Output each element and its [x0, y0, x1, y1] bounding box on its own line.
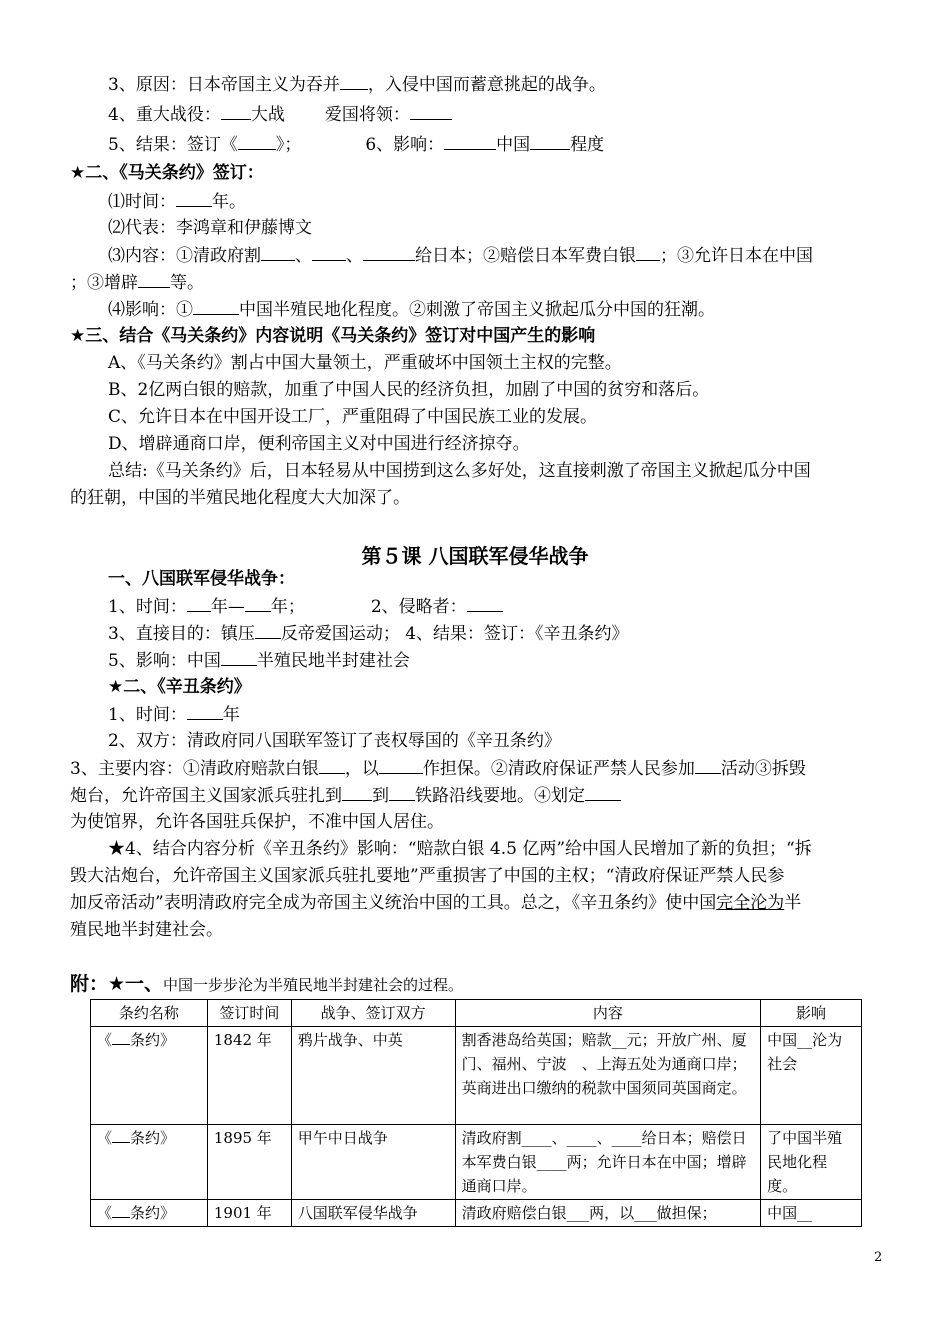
- result-line: [108, 133, 604, 156]
- appendix-caption: 中国一步步沦为半殖民地半封建社会的过程。: [163, 976, 464, 994]
- impact-cell: 中国__沦为社会: [761, 1027, 862, 1125]
- parties-cell: 八国联军侵华战争: [291, 1200, 455, 1227]
- impact-text: 中国半殖民地化程度。②刺激了帝国主义掀起瓜分中国的狂潮。: [239, 300, 715, 320]
- impact-label: 6、影响：: [365, 135, 445, 155]
- point-b: B、2亿两白银的赔款，加重了中国人民的经济负担，加剧了中国的贫穷和落后。: [108, 380, 710, 400]
- lesson-title: 第５课 八国联军侵华战争: [361, 544, 589, 568]
- war-impact-line: [108, 649, 410, 672]
- impact-text: 半殖民地半封建社会: [256, 651, 410, 671]
- battle-label: 4、重大战役：: [108, 105, 221, 125]
- parties-cell: 鸦片战争、中英: [291, 1027, 455, 1125]
- sep: 、: [346, 246, 363, 266]
- analysis-2: 毁大沽炮台，允许帝国主义国家派兵驻扎要地”严重损害了中国的主权；“清政府保证严禁人民参: [70, 866, 785, 886]
- blank: [112, 1202, 130, 1218]
- xinchou-content-1: [70, 757, 806, 780]
- impact-label: ⑷影响：①: [108, 300, 193, 320]
- treaty-name: 《: [97, 1031, 113, 1049]
- table-row: [91, 1200, 862, 1227]
- underlined-phrase: 完全沦为: [716, 893, 785, 913]
- treaty-name: 《: [97, 1204, 113, 1222]
- treaty-name-2: 条约》: [130, 1031, 176, 1049]
- blank: [221, 103, 251, 120]
- impact-cell: 中国__: [761, 1200, 862, 1227]
- treaty-name-2: 条约》: [130, 1204, 176, 1222]
- summary-2: 的狂朝，中国的半殖民地化程度大大加深了。: [70, 488, 410, 508]
- blank: [585, 784, 621, 801]
- blank: [636, 244, 660, 261]
- analysis-1: ★4、结合内容分析《辛丑条约》影响：“赔款白银 4.5 亿两”给中国人民增加了新的负担；“拆: [108, 839, 812, 859]
- xinchou-content-2: [70, 784, 621, 807]
- table-row: [91, 1125, 862, 1200]
- blank: [340, 73, 368, 90]
- general-label: 爱国将领：: [324, 105, 410, 125]
- result-text: 》；: [275, 135, 302, 155]
- point-a: A、《马关条约》割占中国大量领土，严重破坏中国领土主权的完整。: [108, 353, 622, 373]
- blank: [319, 757, 345, 774]
- header-cell: 战争、签订双方: [291, 1000, 455, 1027]
- maguan-delegates: ⑵代表：李鸿章和伊藤博文: [108, 218, 312, 238]
- analysis-text: 加反帝活动”表明清政府完全成为帝国主义统治中国的工具。总之，《辛丑条约》使中国: [70, 893, 717, 913]
- analysis-3: [70, 892, 801, 914]
- content-text-3: 铁路沿线要地。④划定: [415, 786, 585, 806]
- content-text-5: 等。: [170, 273, 204, 293]
- blank: [467, 595, 503, 612]
- blank: [176, 190, 212, 207]
- content-cell: 清政府割____、____、____给日本；赔偿日本军费白银____两；允许日本在中国；增辟通商口岸。: [455, 1125, 761, 1200]
- content-cell: 割香港岛给英国；赔款__元；开放广州、厦门、福州、宁波 、上海五处为通商口岸；英商进出口缴纳的税款中国须同英国商定。: [455, 1027, 761, 1125]
- battle-line: [108, 103, 452, 126]
- goal-text: 反帝爱国运动； 4、结果：签订：《辛丑条约》: [280, 624, 629, 644]
- treaty-table: [90, 999, 862, 1227]
- time-cell: 1842 年: [207, 1027, 291, 1125]
- time-label: 1、时间：: [108, 597, 187, 617]
- time-cell: 1895 年: [207, 1125, 291, 1200]
- war-goal-line: [108, 622, 629, 645]
- content-text: 3、主要内容：①清政府赔款白银: [70, 759, 319, 779]
- blank: [410, 103, 452, 120]
- header-cell: 签订时间: [207, 1000, 291, 1027]
- appendix-label: 附：★一、: [70, 973, 164, 995]
- page-number: 2: [874, 1250, 883, 1265]
- analysis-text-2: 半: [784, 893, 802, 913]
- maguan-content-cont: [70, 271, 204, 294]
- blank: [312, 244, 346, 261]
- treaty-name-cell: [91, 1200, 208, 1227]
- parties-cell: 甲午中日战争: [291, 1125, 455, 1200]
- blank: [187, 595, 211, 612]
- header-cell: 条约名称: [91, 1000, 208, 1027]
- maguan-time: [108, 190, 246, 213]
- war-time-line: [108, 595, 503, 618]
- blank: [112, 1029, 130, 1045]
- maguan-impact: [108, 298, 715, 321]
- year-suffix: 年: [222, 705, 240, 725]
- point-c: C、允许日本在中国开设工厂，严重阻碍了中国民族工业的发展。: [108, 407, 598, 427]
- time-cell: 1901 年: [207, 1200, 291, 1227]
- blank: [342, 784, 372, 801]
- blank: [193, 298, 239, 315]
- battle-text: 大战: [250, 105, 285, 125]
- impact-text-2: 程度: [570, 135, 605, 155]
- content-text: 炮台，允许帝国主义国家派兵驻扎到: [70, 786, 342, 806]
- content-text: ⑶内容：①清政府割: [108, 246, 261, 266]
- content-text-4: ；③增辟: [70, 273, 138, 293]
- blank: [444, 133, 496, 150]
- impact-cell: 了中国半殖民地化程度。: [761, 1125, 862, 1200]
- blank: [389, 784, 415, 801]
- content-text-3: 作担保。②清政府保证严禁人民参加: [422, 759, 695, 779]
- cause-text: 3、原因：日本帝国主义为吞并: [108, 75, 340, 95]
- content-text-3: ；③允许日本在中国: [660, 246, 813, 266]
- blank: [238, 133, 276, 150]
- year-text: 年—: [210, 597, 245, 617]
- blank: [221, 649, 257, 666]
- table-header-row: [91, 1000, 862, 1027]
- content-text-2: ，以: [344, 759, 379, 779]
- treaty-name-cell: [91, 1125, 208, 1200]
- time-label: ⑴时间：: [108, 192, 176, 212]
- blank: [245, 595, 271, 612]
- summary-1: 总结:《马关条约》后，日本轻易从中国捞到这么多好处，这直接刺激了帝国主义掀起瓜分中国: [108, 461, 811, 481]
- blank: [261, 244, 295, 261]
- treaty-name: 《: [97, 1129, 113, 1147]
- result-label: 5、结果：签订《: [108, 135, 238, 155]
- section-heading-xinchou: ★二、《辛丑条约》: [108, 677, 251, 697]
- blank: [379, 757, 423, 774]
- cause-line: [108, 73, 606, 96]
- impact-text: 中国: [496, 135, 531, 155]
- content-text-2: 到: [372, 786, 389, 806]
- content-cell: 清政府赔偿白银___两，以___做担保；: [455, 1200, 761, 1227]
- content-text-2: 给日本；②赔偿日本军费白银: [415, 246, 636, 266]
- time-label: 1、时间：: [108, 705, 187, 725]
- blank: [138, 271, 170, 288]
- section-heading-war: 一、八国联军侵华战争：: [108, 569, 295, 589]
- invader-label: 2、侵略者：: [370, 597, 467, 617]
- treaty-name-2: 条约》: [130, 1129, 176, 1147]
- blank: [255, 622, 281, 639]
- blank: [112, 1127, 130, 1143]
- maguan-content: [108, 244, 813, 267]
- appendix-heading: [70, 973, 463, 996]
- blank: [695, 757, 721, 774]
- treaty-name-cell: [91, 1027, 208, 1125]
- xinchou-content-3: 为使馆界，允许各国驻兵保护，不准中国人居住。: [70, 812, 444, 832]
- blank: [363, 244, 415, 261]
- section-heading-impact: ★三、结合《马关条约》内容说明《马关条约》签订对中国产生的影响: [70, 326, 596, 346]
- impact-label: 5、影响：中国: [108, 651, 221, 671]
- time-suffix: 年。: [212, 192, 246, 212]
- xinchou-time: [108, 703, 240, 726]
- point-d: D、增辟通商口岸，便利帝国主义对中国进行经济掠夺。: [108, 434, 530, 454]
- header-cell: 影响: [761, 1000, 862, 1027]
- goal-label: 3、直接目的：镇压: [108, 624, 255, 644]
- table-row: [91, 1027, 862, 1125]
- year-text-2: 年；: [270, 597, 305, 617]
- content-text-4: 活动③拆毁: [720, 759, 806, 779]
- header-cell: 内容: [455, 1000, 761, 1027]
- section-heading-maguan: ★二、《马关条约》签订：: [70, 163, 264, 183]
- blank: [187, 703, 223, 720]
- xinchou-parties: 2、双方：清政府同八国联军签订了丧权辱国的《辛丑条约》: [108, 731, 561, 751]
- analysis-4: 殖民地半封建社会。: [70, 920, 223, 940]
- blank: [530, 133, 570, 150]
- sep: 、: [295, 246, 312, 266]
- cause-text-2: ，入侵中国而蓄意挑起的战争。: [367, 75, 606, 95]
